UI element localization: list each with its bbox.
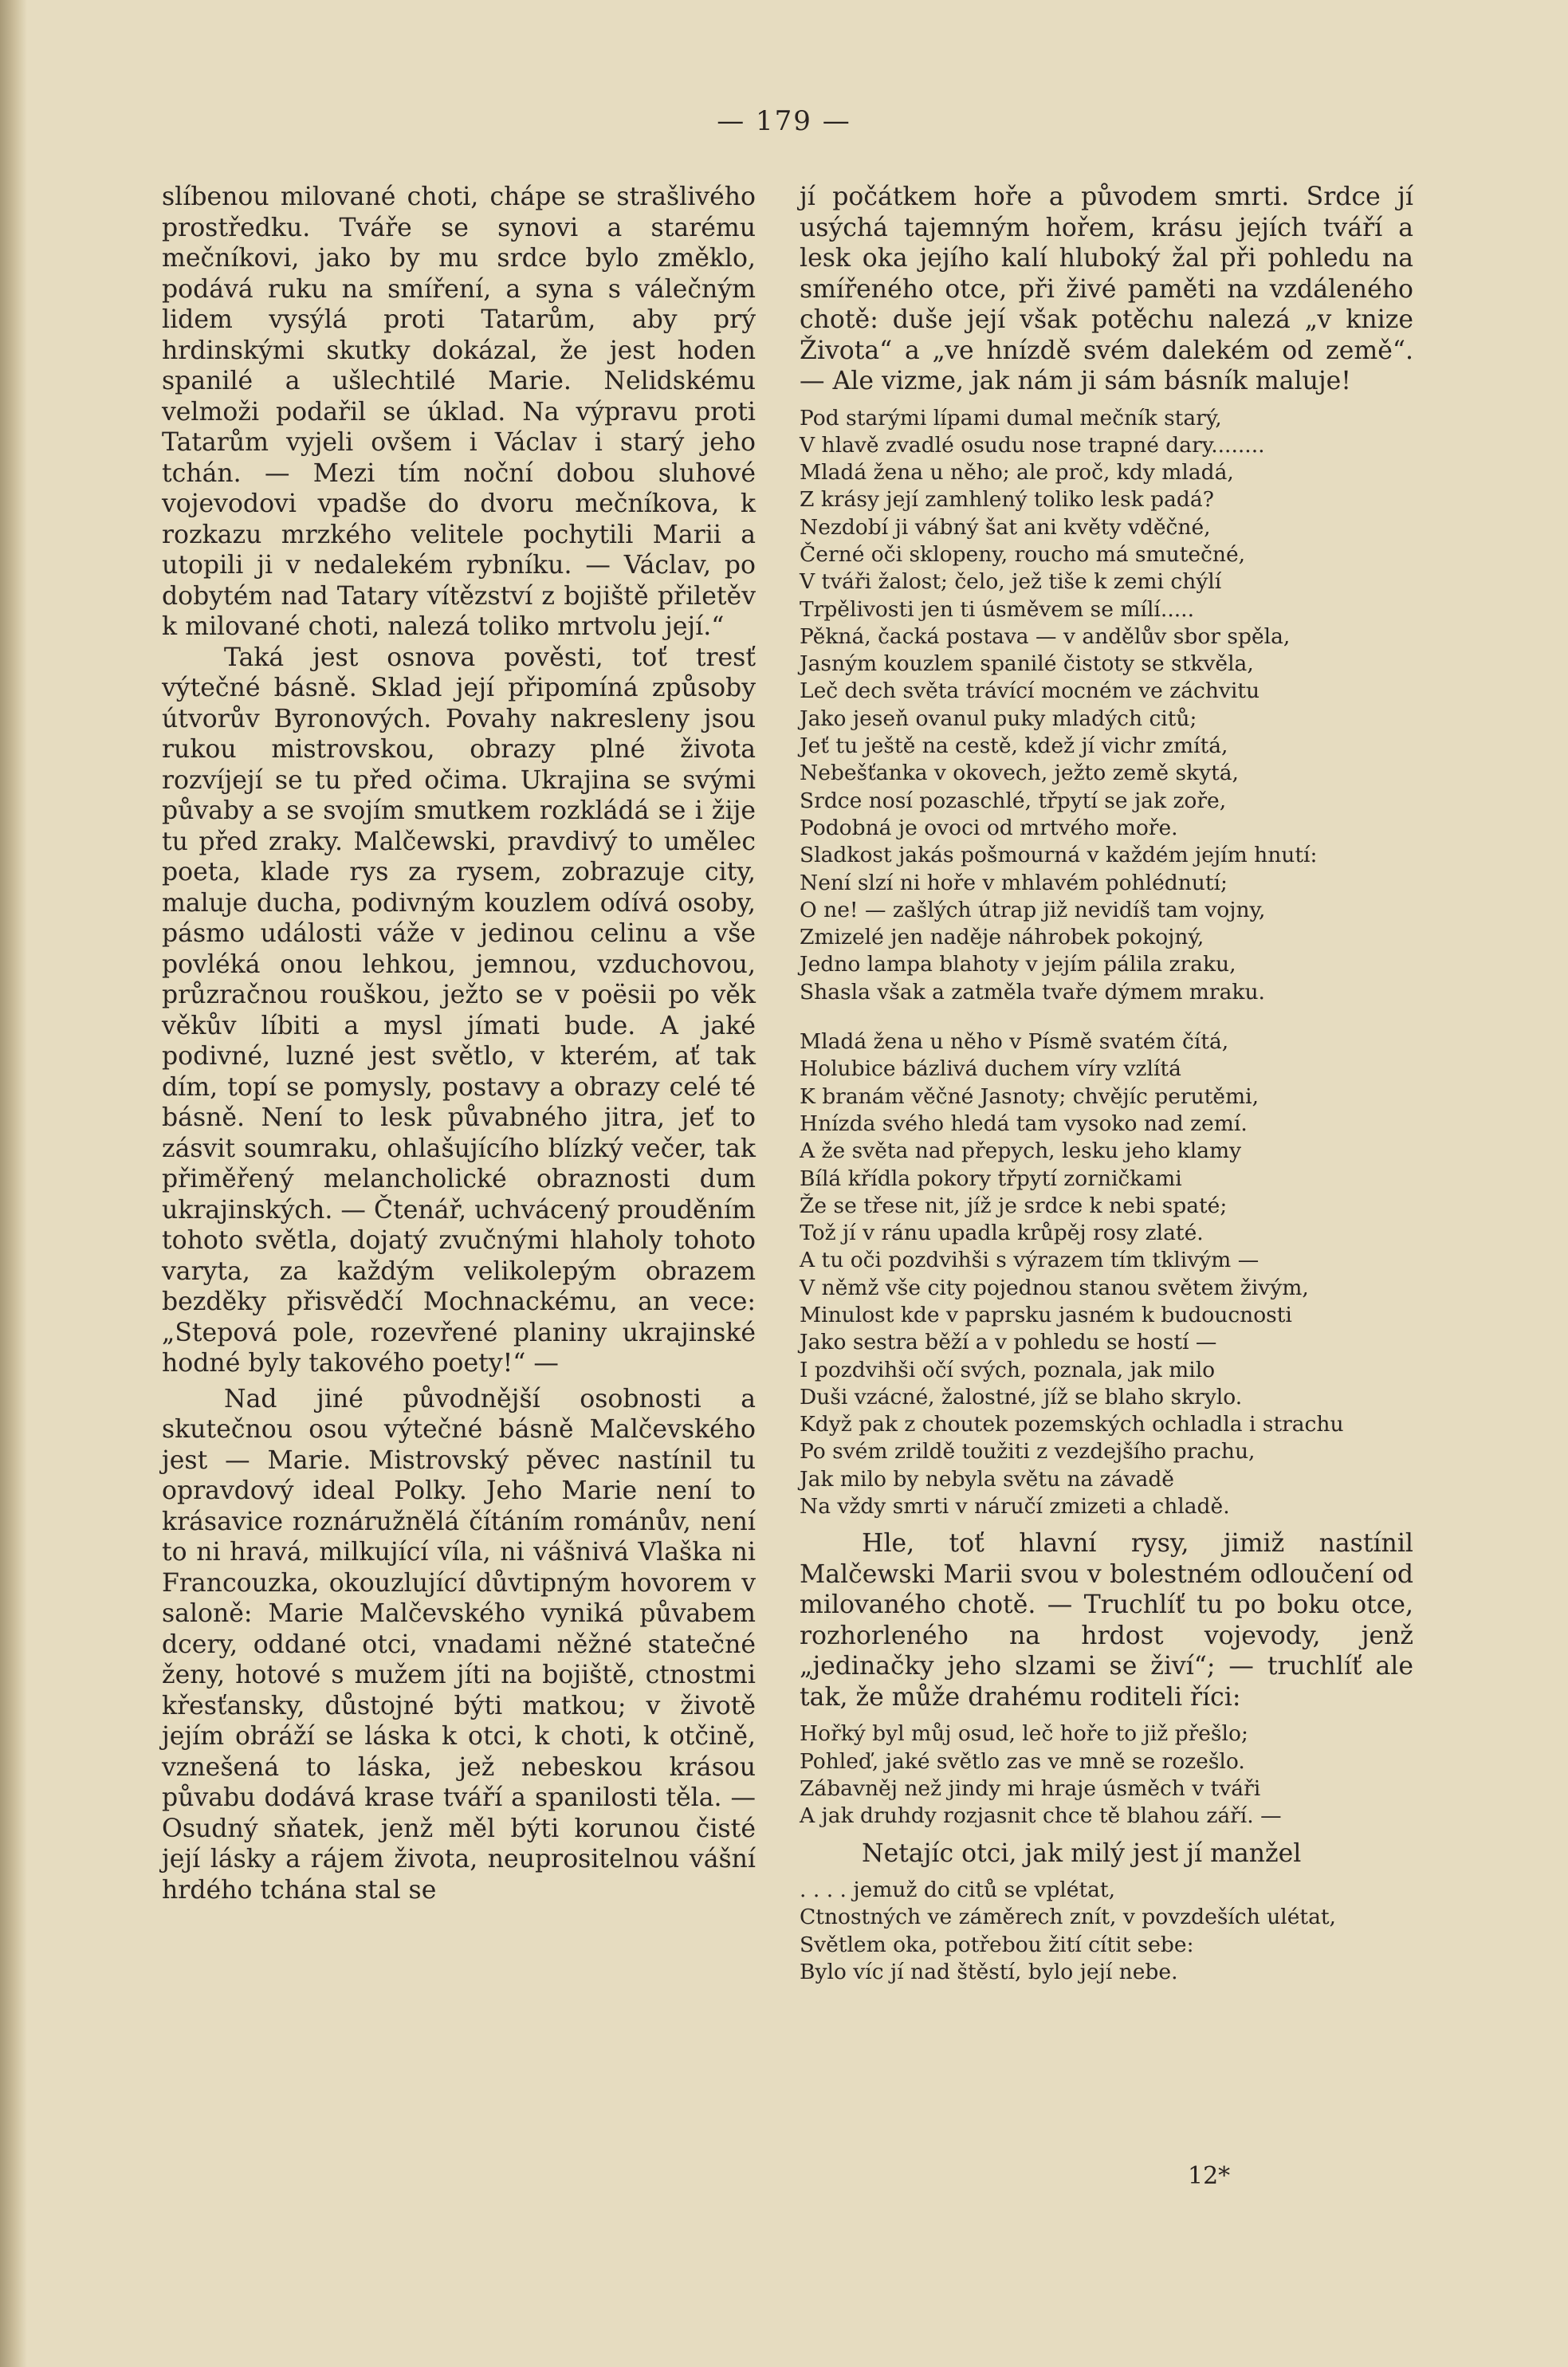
- verse-line: . . . . jemuž do citů se vplétat,: [800, 1877, 1115, 1903]
- paragraph: Netajíc otci, jak milý jest jí manžel: [862, 1838, 1302, 1868]
- verse-line: Z krásy její zamhlený toliko lesk padá?: [800, 487, 1214, 513]
- paragraph: Taká jest osnova pověsti, toť tresť výtečné básně. Sklad její připomíná způsoby útvorův Byronových. Povahy nakresleny jsou rukou mistrovskou, obrazy plné života rozvíjejí se tu před očima. Ukrajina se svými půvaby a se svojím smutkem rozkládá se i žije tu před zraky. Malčewski, pravdivý to umělec poeta, klade rys za rysem, zobrazuje city, maluje ducha, podivným kouzlem odívá osoby, pásmo události váže v jedinou celinu a vše povléká onou lehkou, jemnou, vzduchovou, průzračnou rouškou, ježto se v poësii po věk věkův líbiti a mysl jímati bude. A jaké podivné, luzné jest světlo, v kterém, ať tak dím, topí se pomysly, postavy a obrazy celé té básně. Není to lesk půvabného jitra, jeť to zásvit soumraku, ohlašujícího blízký večer, tak přiměřený melancholické obraznosti dum ukrajinských. — Čtenář, uchvácený prouděním tohoto světla, dojatý zvučnými hlaholy tohoto varyta, za každým velikolepým obrazem bezděky přisvědčí Mochnackému, an vece: „Stepová pole, rozevřené planiny ukrajinské hodné byly takového poety!“ —: [162, 643, 756, 1378]
- verse-line: Srdce nosí pozaschlé, třpytí se jak zoře,: [800, 788, 1227, 813]
- verse-line: Světlem oka, potřebou žití cítit sebe:: [800, 1932, 1194, 1957]
- right-column: [800, 182, 1413, 1994]
- sheet-signature-mark: 12*: [1188, 2162, 1231, 2190]
- verse-line: K branám věčné Jasnoty; chvějíc perutěmi,: [800, 1083, 1260, 1109]
- verse-line: Že se třese nit, jíž je srdce k nebi spaté;: [800, 1193, 1228, 1218]
- paragraph: jí počátkem hoře a původem smrti. Srdce jí usýchá tajemným hořem, krásu jejích tváří a lesk oka jejího kalí hluboký žal při pohledu na smířeného otce, při živé paměti na vzdáleného chotě: duše její však potěchu nalezá „v knize Života“ a „ve hnízdě svém dalekém od země“. — Ale vizme, jak nám ji sám básník maluje!: [800, 183, 1413, 395]
- paragraph: Nad jiné původnější osobnosti a skutečnou osou výtečné básně Malčevského jest — Marie. Mistrovský pěvec nastínil tu opravdový ideal Polky. Jeho Marie není to krásavice roznáružnělá čítáním románův, není to ni hravá, milkující víla, ni vášnivá Vlaška ni Francouzka, okouzlující důvtipným hovorem v saloně: Marie Malčevského vyniká půvabem dcery, oddané otci, vnadami něžné statečné ženy, hotové s mužem jíti na bojiště, ctnostmi křesťansky, důstojné býti matkou; v životě jejím obráží se láska k otci, k choti, k otčině, vznešená to láska, jež nebeskou krásou půvabu dodává krase tváří a spanilosti těla. — Osudný sňatek, jenž měl býti korunou čisté její lásky a rájem života, neuprositelnou vášní hrdého tchána stal se: [162, 1384, 756, 1905]
- verse-line: Pohleď, jaké světlo zas ve mně se rozešlo.: [800, 1748, 1245, 1774]
- verse-line: Leč dech světa trávící mocném ve záchvitu: [800, 678, 1260, 704]
- verse-line: Jako jeseň ovanul puky mladých citů;: [800, 706, 1197, 731]
- verse-line: Hořký byl můj osud, leč hoře to již přešlo;: [800, 1721, 1248, 1747]
- verse-line: Zmizelé jen naděje náhrobek pokojný,: [800, 925, 1204, 950]
- verse-line: V hlavě zvadlé osudu nose trapné dary........: [800, 432, 1265, 458]
- left-column: [162, 182, 756, 1905]
- verse-line: Jedno lampa blahoty v jejím pálila zraku,: [800, 952, 1236, 977]
- verse-line: Když pak z choutek pozemských ochladla i strachu: [800, 1412, 1344, 1437]
- verse-line: Bylo víc jí nad štěstí, bylo její nebe.: [800, 1959, 1178, 1984]
- verse-line: Po svém zrildě toužiti z vezdejšího prachu,: [800, 1439, 1256, 1465]
- paragraph: Hle, toť hlavní rysy, jimiž nastínil Malčewski Marii svou v bolestném odloučení od milovaného chotě. — Truchlíť tu po boku otce, rozhorleného na hrdost vojevody, jenž „jedinačky jeho slzami se živí“; — truchlíť ale tak, že může drahému roditeli říci:: [800, 1529, 1413, 1712]
- verse-line: A tu oči pozdvihši s výrazem tím tklivým —: [800, 1248, 1260, 1273]
- verse-line: Není slzí ni hoře v mhlavém pohlédnutí;: [800, 870, 1228, 895]
- verse-line: Bílá křídla pokory třpytí zorničkami: [800, 1166, 1182, 1191]
- verse-line: Sladkost jakás pošmourná v každém jejím hnutí:: [800, 843, 1318, 868]
- verse-line: Duši vzácné, žalostné, jíž se blaho skrylo.: [800, 1384, 1243, 1410]
- verse-line: Shasla však a zatměla tvaře dýmem mraku.: [800, 979, 1265, 1005]
- verse-block: [800, 1028, 1413, 1520]
- verse-line: Holubice bázlivá duchem víry vzlítá: [800, 1056, 1181, 1082]
- verse-line: Černé oči sklopeny, roucho má smutečné,: [800, 541, 1246, 567]
- verse-line: Jak milo by nebyla světu na závadě: [800, 1466, 1174, 1492]
- verse-line: A jak druhdy rozjasnit chce tě blahou září. —: [800, 1803, 1282, 1829]
- verse-line: V tváři žalost; čelo, jež tiše k zemi chýlí: [800, 569, 1222, 595]
- verse-block: [800, 1720, 1413, 1830]
- verse-line: Jeť tu ještě na cestě, kdež jí vichr zmítá,: [800, 733, 1228, 759]
- verse-line: Podobná je ovoci od mrtvého moře.: [800, 815, 1178, 840]
- verse-line: Nezdobí ji vábný šat ani květy vděčné,: [800, 514, 1211, 540]
- verse-line: O ne! — zašlých útrap již nevidíš tam vojny,: [800, 897, 1266, 922]
- verse-line: Mladá žena u něho; ale proč, kdy mladá,: [800, 460, 1234, 486]
- verse-line: Pod starými lípami dumal mečník starý,: [800, 405, 1222, 431]
- verse-line: I pozdvihši očí svých, poznala, jak milo: [800, 1357, 1216, 1382]
- verse-line: Ctnostných ve záměrech znít, v povzdeších ulétat,: [800, 1905, 1336, 1930]
- verse-line: Pěkná, čacká postava — v andělův sbor spěla,: [800, 623, 1291, 649]
- paragraph: slíbenou milované choti, chápe se strašlivého prostředku. Tváře se synovi a starému mečníkovi, jako by mu srdce bylo změklo, podává ruku na smíření, a syna s válečným lidem vysýlá proti Tatarům, aby prý hrdinskými skutky dokázal, že jest hoden spanilé a ušlechtilé Marie. Nelidskému velmoži podařil se úklad. Na výpravu proti Tatarům vyjeli ovšem i Václav i starý jeho tchán. — Mezi tím noční dobou sluhové vojevodovi vpadše do dvoru mečníkova, k rozkazu mrzkého velitele pochytili Marii a utopili ji v nedalekém rybníku. — Václav, po dobytém nad Tatary vítězství z bojiště přiletěv k milované choti, nalezá toliko mrtvolu její.“: [162, 183, 756, 641]
- verse-line: Jako sestra běží a v pohledu se hostí —: [800, 1330, 1217, 1355]
- verse-line: Na vždy smrti v náručí zmizeti a chladě.: [800, 1494, 1230, 1520]
- verse-line: Trpělivosti jen ti úsměvem se mílí.....: [800, 596, 1195, 622]
- verse-line: Minulost kde v paprsku jasném k budoucnosti: [800, 1303, 1292, 1327]
- verse-line: A že světa nad přepych, lesku jeho klamy: [800, 1138, 1242, 1164]
- verse-line: Jasným kouzlem spanilé čistoty se stkvěla,: [800, 651, 1254, 677]
- page-binding-shadow: [0, 0, 27, 2367]
- verse-line: Nebešťanka v okovech, ježto země skytá,: [800, 761, 1239, 786]
- verse-block: [800, 405, 1413, 1007]
- verse-line: V němž vše city pojednou stanou světem živým,: [800, 1275, 1309, 1300]
- verse-line: Hnízda svého hledá tam vysoko nad zemí.: [800, 1111, 1248, 1136]
- verse-line: Zábavněj než jindy mi hraje úsměch v tváři: [800, 1775, 1261, 1801]
- page-number: — 179 —: [717, 105, 851, 137]
- verse-line: Tož jí v ránu upadla krůpěj rosy zlaté.: [800, 1221, 1204, 1246]
- verse-block: [800, 1877, 1413, 1986]
- verse-line: Mladá žena u něho v Písmě svatém čítá,: [800, 1029, 1229, 1055]
